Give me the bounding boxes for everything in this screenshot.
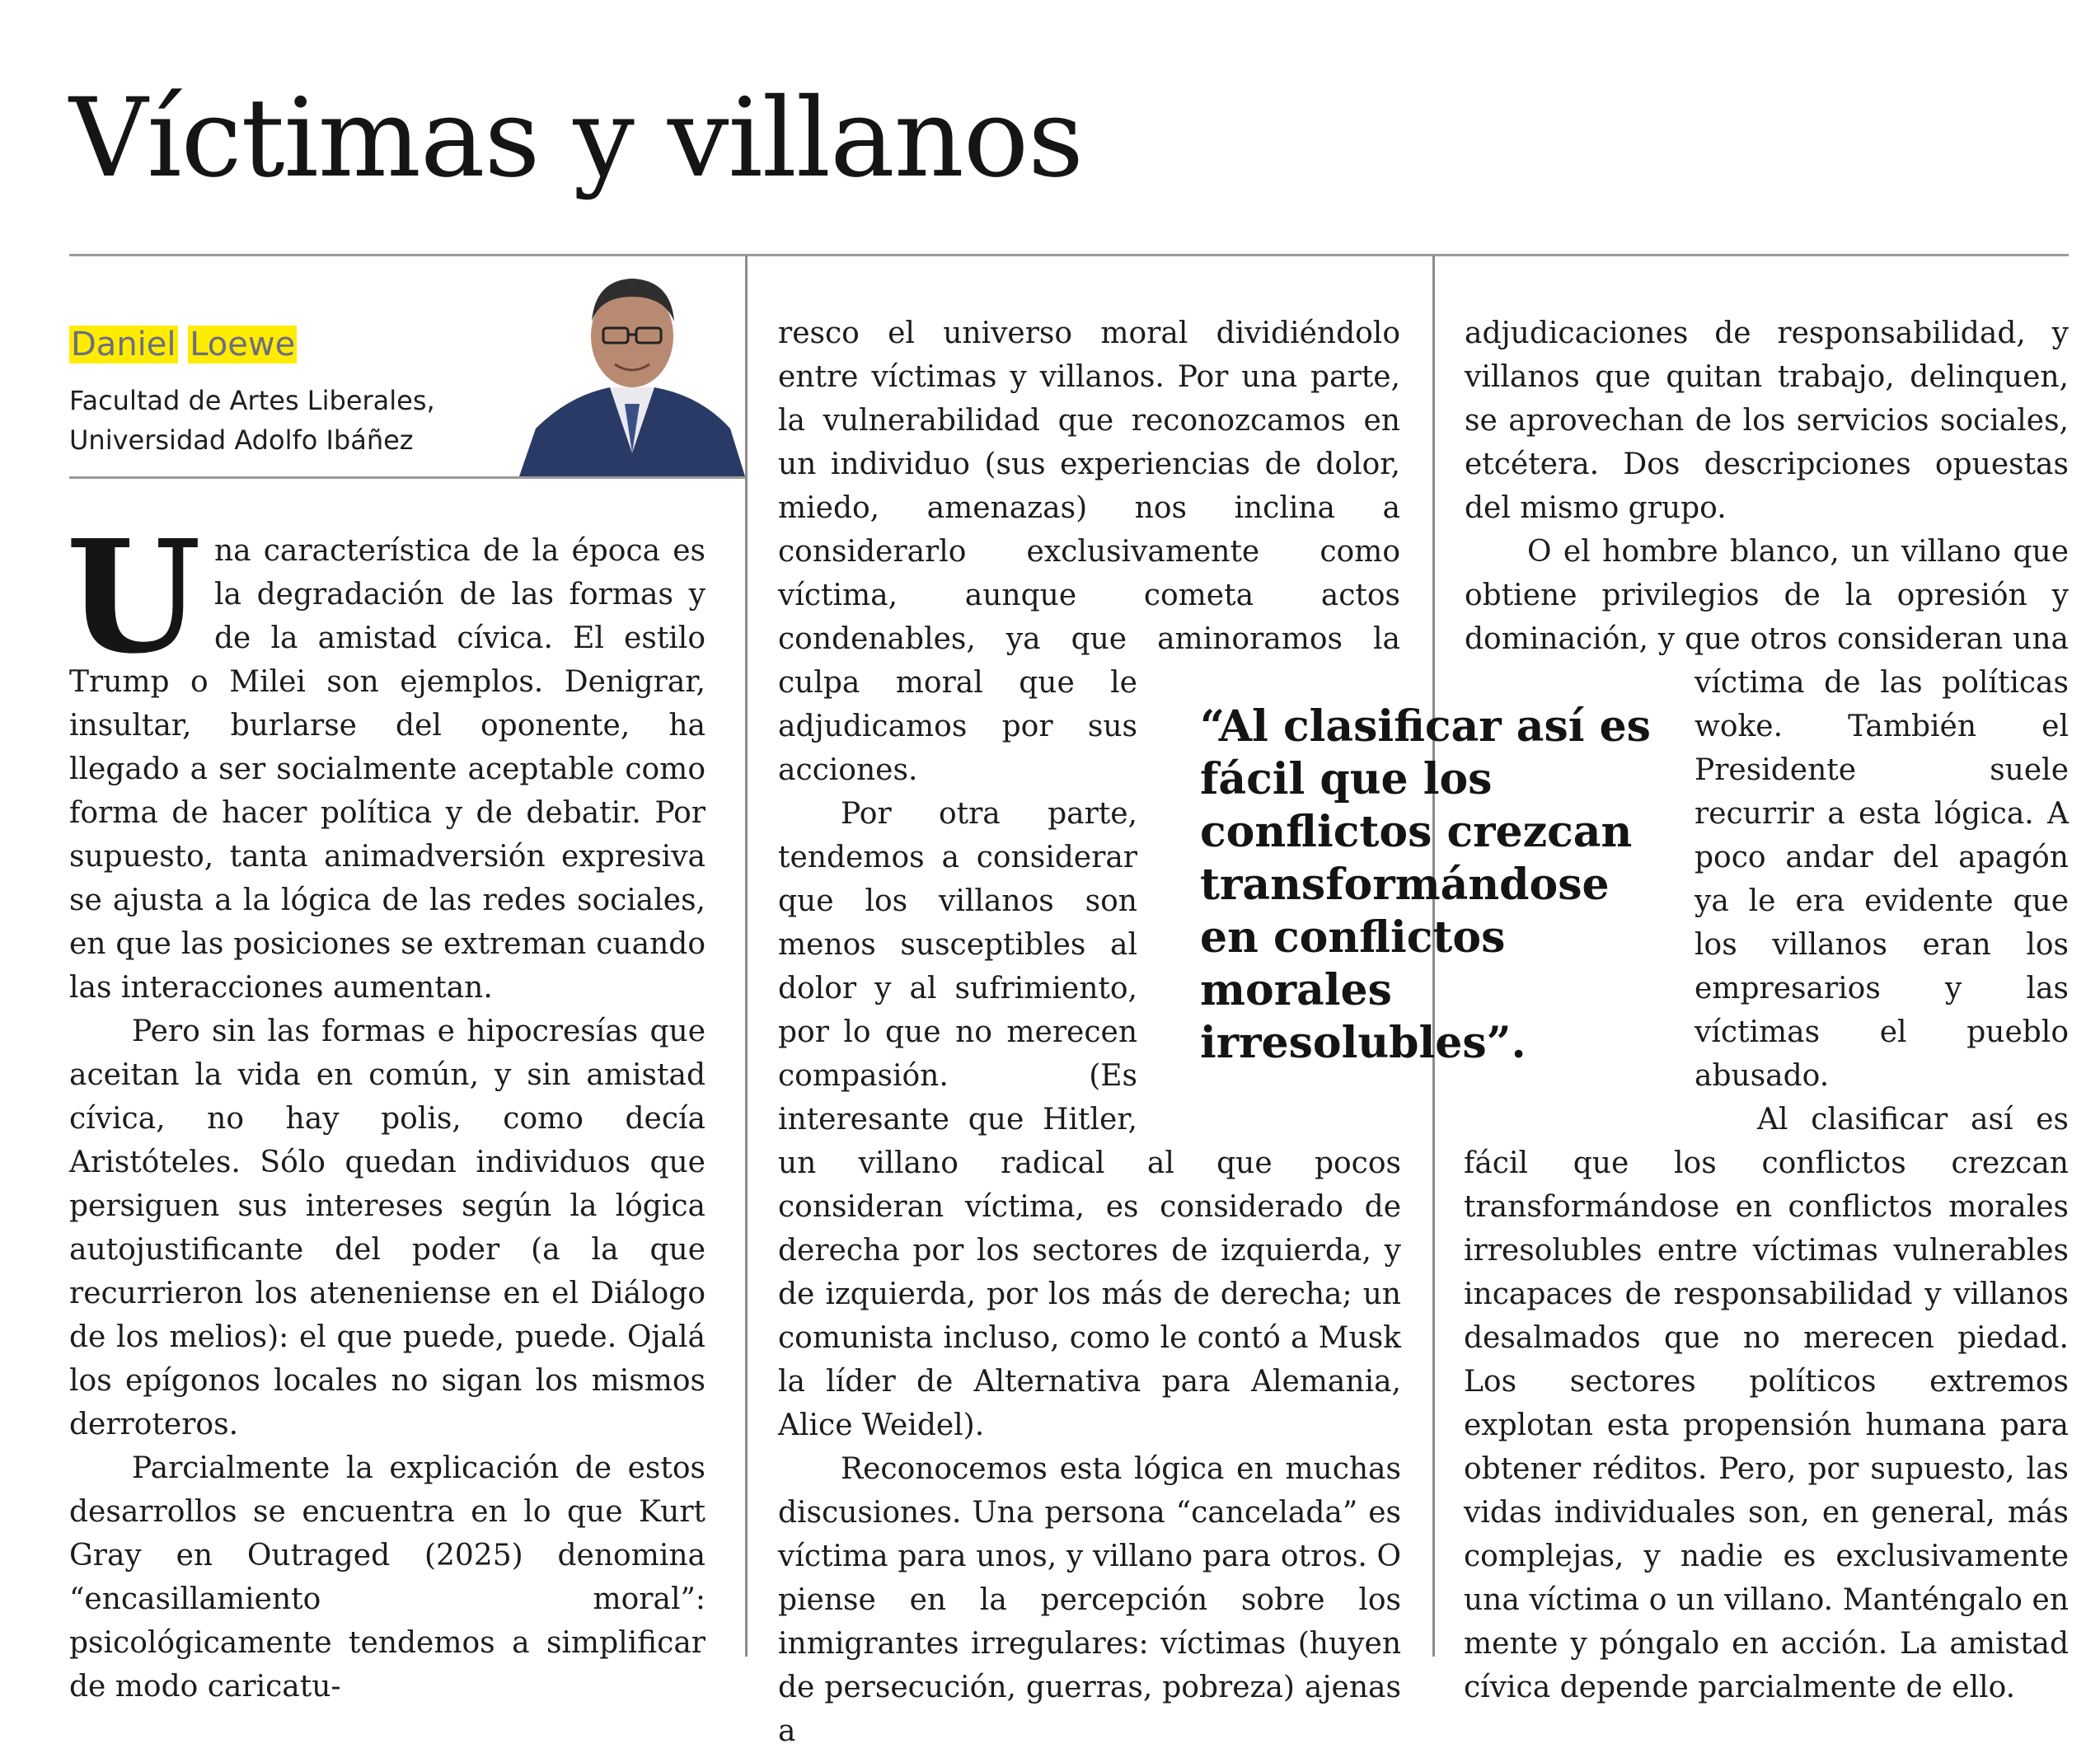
column-3-paragraph-2: O el hombre blanco, un villano que obtiene privilegios de la opresión y dominación, y que otros consideran una víctima de las políticas woke. También el Presidente suele recurrir a esta lógica. A poco andar del apagón ya le era evidente que los villanos eran los empresarios y las víctimas el pueblo abusado. (1465, 535, 2069, 1093)
column-3-paragraph-3: Al clasificar así es fácil que los conflictos crezcan transformándose en conflictos morales irresolubles entre víctimas vulnerables incapaces de responsabilidad y villanos desalmados que no merecen piedad. Los sectores políticos extremos explotan esta propensión humana para obtener réditos. Pero, por supuesto, las vidas individuales son, en general, más complejas, y nadie es exclusivamente una víctima o un villano. Manténgalo en mente y póngalo en acción. La amistad cívica depende parcialmente de ello. (1464, 1103, 2069, 1704)
column-3-paragraph-1: adjudicaciones de responsabilidad, y villanos que quitan trabajo, delinquen, se aprovechan de los servicios sociales, etcétera. Dos descripciones opuestas del mismo grupo. (1465, 316, 2069, 525)
author-portrait (519, 264, 745, 476)
affiliation-line-1: Facultad de Artes Liberales, (69, 385, 435, 416)
author-first-name: Daniel (71, 326, 176, 363)
author-name (69, 323, 297, 366)
byline-divider (69, 476, 745, 479)
title-divider (69, 254, 2069, 256)
column-2-paragraph-2: Por otra parte, tendemos a considerar que los villanos son menos susceptibles al dolor y al sufrimiento, por lo que no merecen compasión. (Es interesante que Hitler, un villano radical al que pocos consideran víctima, es considerado de derecha por los sectores de izquierda, y de izquierda, por los más de derecha; un comunista incluso, como le contó a Musk la líder de Alternativa para Alemania, Alice Weidel). (778, 797, 1401, 1442)
column-rule-1 (745, 255, 748, 1657)
column-1-paragraph-1-text: na característica de la época es la degradación de las formas y de la amistad cívica. El estilo Trump o Milei son ejemplos. Denigrar, insultar, burlarse del oponente, ha llegado a ser socialmente aceptable como forma de hacer política y de debatir. Por supuesto, tanta animadversión expresiva se ajusta a la lógica de las redes sociales, en que las posiciones se extreman cuando las interacciones aumentan. (69, 534, 705, 1005)
article-title: Víctimas y villanos (69, 75, 1083, 202)
author-affiliation (69, 381, 498, 460)
column-2-paragraph-3: Reconocemos esta lógica en muchas discusiones. Una persona “cancelada” es víctima para unos, y villano para otros. O piense en la percepción sobre los inmigrantes irregulares: víctimas (huyen de persecución, guerras, pobreza) ajenas a (778, 1452, 1401, 1748)
pull-quote-gap-lead (1400, 312, 1401, 662)
column-1-paragraph-3: Parcialmente la explicación de estos desarrollos se encuentra en lo que Kurt Gray en Outraged (2025) denomina “encasillamiento moral”: psicológicamente tendemos a simplificar de modo caricatu- (69, 1451, 705, 1704)
column-1-paragraph-2: Pero sin las formas e hipocresías que aceitan la vida en común, y sin amistad cívica, no hay polis, como decía Aristóteles. Sólo quedan individuos que persiguen sus intereses según la lógica autojustificante del poder (a la que recurrieron los ateneniense en el Diálogo de los melios): el que puede, puede. Ojalá los epígonos locales no sigan los mismos derroteros. (69, 1015, 705, 1441)
affiliation-line-2: Universidad Adolfo Ibáñez (69, 424, 414, 456)
drop-cap: U (66, 506, 201, 688)
column-1 (66, 506, 705, 1708)
author-last-name: Loewe (190, 326, 296, 363)
pull-quote: “Al clasificar así es fácil que los conflictos crezcan transformándose en conflictos morales irresolubles”. (1200, 701, 1651, 1068)
column-1-paragraph-1 (66, 506, 705, 1010)
column-2-paragraph-1: resco el universo moral dividiéndolo entre víctimas y villanos. Por una parte, la vulnerabilidad que reconozcamos en un individuo (sus experiencias de dolor, miedo, amenazas) nos inclina a considerarlo exclusivamente como víctima, aunque cometa actos condenables, ya que aminoramos la culpa moral que le adjudicamos por sus acciones. (778, 316, 1400, 787)
